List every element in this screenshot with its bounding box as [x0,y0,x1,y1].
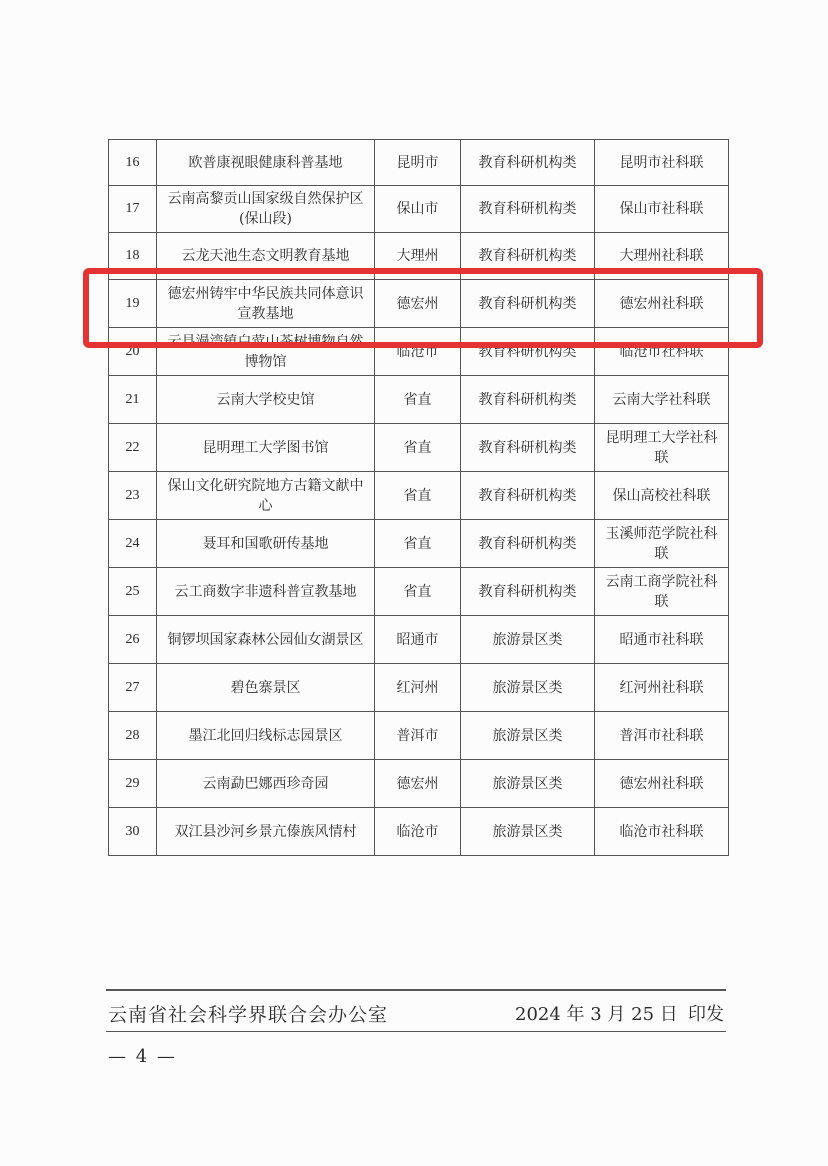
recommender: 临沧市社科联 [595,328,729,376]
base-name: 云龙天池生态文明教育基地 [157,233,375,280]
row-number: 25 [109,568,157,616]
base-name: 铜锣坝国家森林公园仙女湖景区 [157,616,375,664]
base-list-table [108,139,729,856]
region: 省直 [375,472,461,520]
region: 红河州 [375,664,461,712]
category: 教育科研机构类 [461,140,595,186]
row-number: 23 [109,472,157,520]
table-row [109,808,729,856]
base-name: 昆明理工大学图书馆 [157,424,375,472]
category: 教育科研机构类 [461,233,595,280]
footer-top-rule [106,989,726,991]
region: 大理州 [375,233,461,280]
table-row [109,472,729,520]
base-name: 德宏州铸牢中华民族共同体意识宣教基地 [157,280,375,328]
table-row [109,140,729,186]
recommender: 大理州社科联 [595,233,729,280]
region: 临沧市 [375,808,461,856]
row-number: 22 [109,424,157,472]
table-row [109,424,729,472]
recommender: 保山高校社科联 [595,472,729,520]
base-name: 云南勐巴娜西珍奇园 [157,760,375,808]
category: 教育科研机构类 [461,186,595,233]
row-number: 24 [109,520,157,568]
recommender: 红河州社科联 [595,664,729,712]
row-number: 27 [109,664,157,712]
row-number: 19 [109,280,157,328]
base-name: 双江县沙河乡景亢傣族风情村 [157,808,375,856]
table-row [109,616,729,664]
row-number: 21 [109,376,157,424]
recommender: 德宏州社科联 [595,280,729,328]
table-row [109,664,729,712]
table-row [109,760,729,808]
base-name: 云县漫湾镇白莺山茶树博物自然博物馆 [157,328,375,376]
row-number: 30 [109,808,157,856]
region: 保山市 [375,186,461,233]
table-row [109,568,729,616]
category: 教育科研机构类 [461,280,595,328]
category: 旅游景区类 [461,664,595,712]
table-row [109,186,729,233]
row-number: 28 [109,712,157,760]
table-row [109,712,729,760]
region: 德宏州 [375,760,461,808]
row-number: 26 [109,616,157,664]
region: 省直 [375,520,461,568]
recommender: 昆明市社科联 [595,140,729,186]
recommender: 德宏州社科联 [595,760,729,808]
region: 昆明市 [375,140,461,186]
base-name: 欧普康视眼健康科普基地 [157,140,375,186]
category: 旅游景区类 [461,808,595,856]
base-name: 墨江北回归线标志园景区 [157,712,375,760]
recommender: 昆明理工大学社科联 [595,424,729,472]
category: 教育科研机构类 [461,376,595,424]
base-name: 云南大学校史馆 [157,376,375,424]
recommender: 云南大学社科联 [595,376,729,424]
recommender: 昭通市社科联 [595,616,729,664]
region: 普洱市 [375,712,461,760]
region: 临沧市 [375,328,461,376]
page-number: — 4 — [108,1046,177,1067]
recommender: 普洱市社科联 [595,712,729,760]
base-name: 碧色寨景区 [157,664,375,712]
category: 教育科研机构类 [461,520,595,568]
row-number: 29 [109,760,157,808]
footer-bottom-rule [106,1031,726,1032]
table-row [109,520,729,568]
issuing-organization: 云南省社会科学界联合会办公室 [108,1004,389,1026]
issue-date: 2024 年 3 月 25 日 [515,1004,678,1025]
category: 教育科研机构类 [461,568,595,616]
region: 昭通市 [375,616,461,664]
category: 旅游景区类 [461,616,595,664]
base-name: 聂耳和国歌研传基地 [157,520,375,568]
row-number: 17 [109,186,157,233]
region: 省直 [375,568,461,616]
category: 教育科研机构类 [461,424,595,472]
category: 教育科研机构类 [461,328,595,376]
region: 省直 [375,424,461,472]
table-row [109,376,729,424]
region: 德宏州 [375,280,461,328]
row-number: 18 [109,233,157,280]
category: 教育科研机构类 [461,472,595,520]
region: 省直 [375,376,461,424]
base-name: 云工商数字非遗科普宣教基地 [157,568,375,616]
category: 旅游景区类 [461,712,595,760]
row-number: 16 [109,140,157,186]
category: 旅游景区类 [461,760,595,808]
base-name: 云南高黎贡山国家级自然保护区(保山段) [157,186,375,233]
row-number: 20 [109,328,157,376]
recommender: 云南工商学院社科联 [595,568,729,616]
row-19-highlight-box [83,268,763,348]
recommender: 保山市社科联 [595,186,729,233]
recommender: 玉溪师范学院社科联 [595,520,729,568]
recommender: 临沧市社科联 [595,808,729,856]
print-issued-label: 印发 [688,1004,724,1025]
base-name: 保山文化研究院地方古籍文献中心 [157,472,375,520]
